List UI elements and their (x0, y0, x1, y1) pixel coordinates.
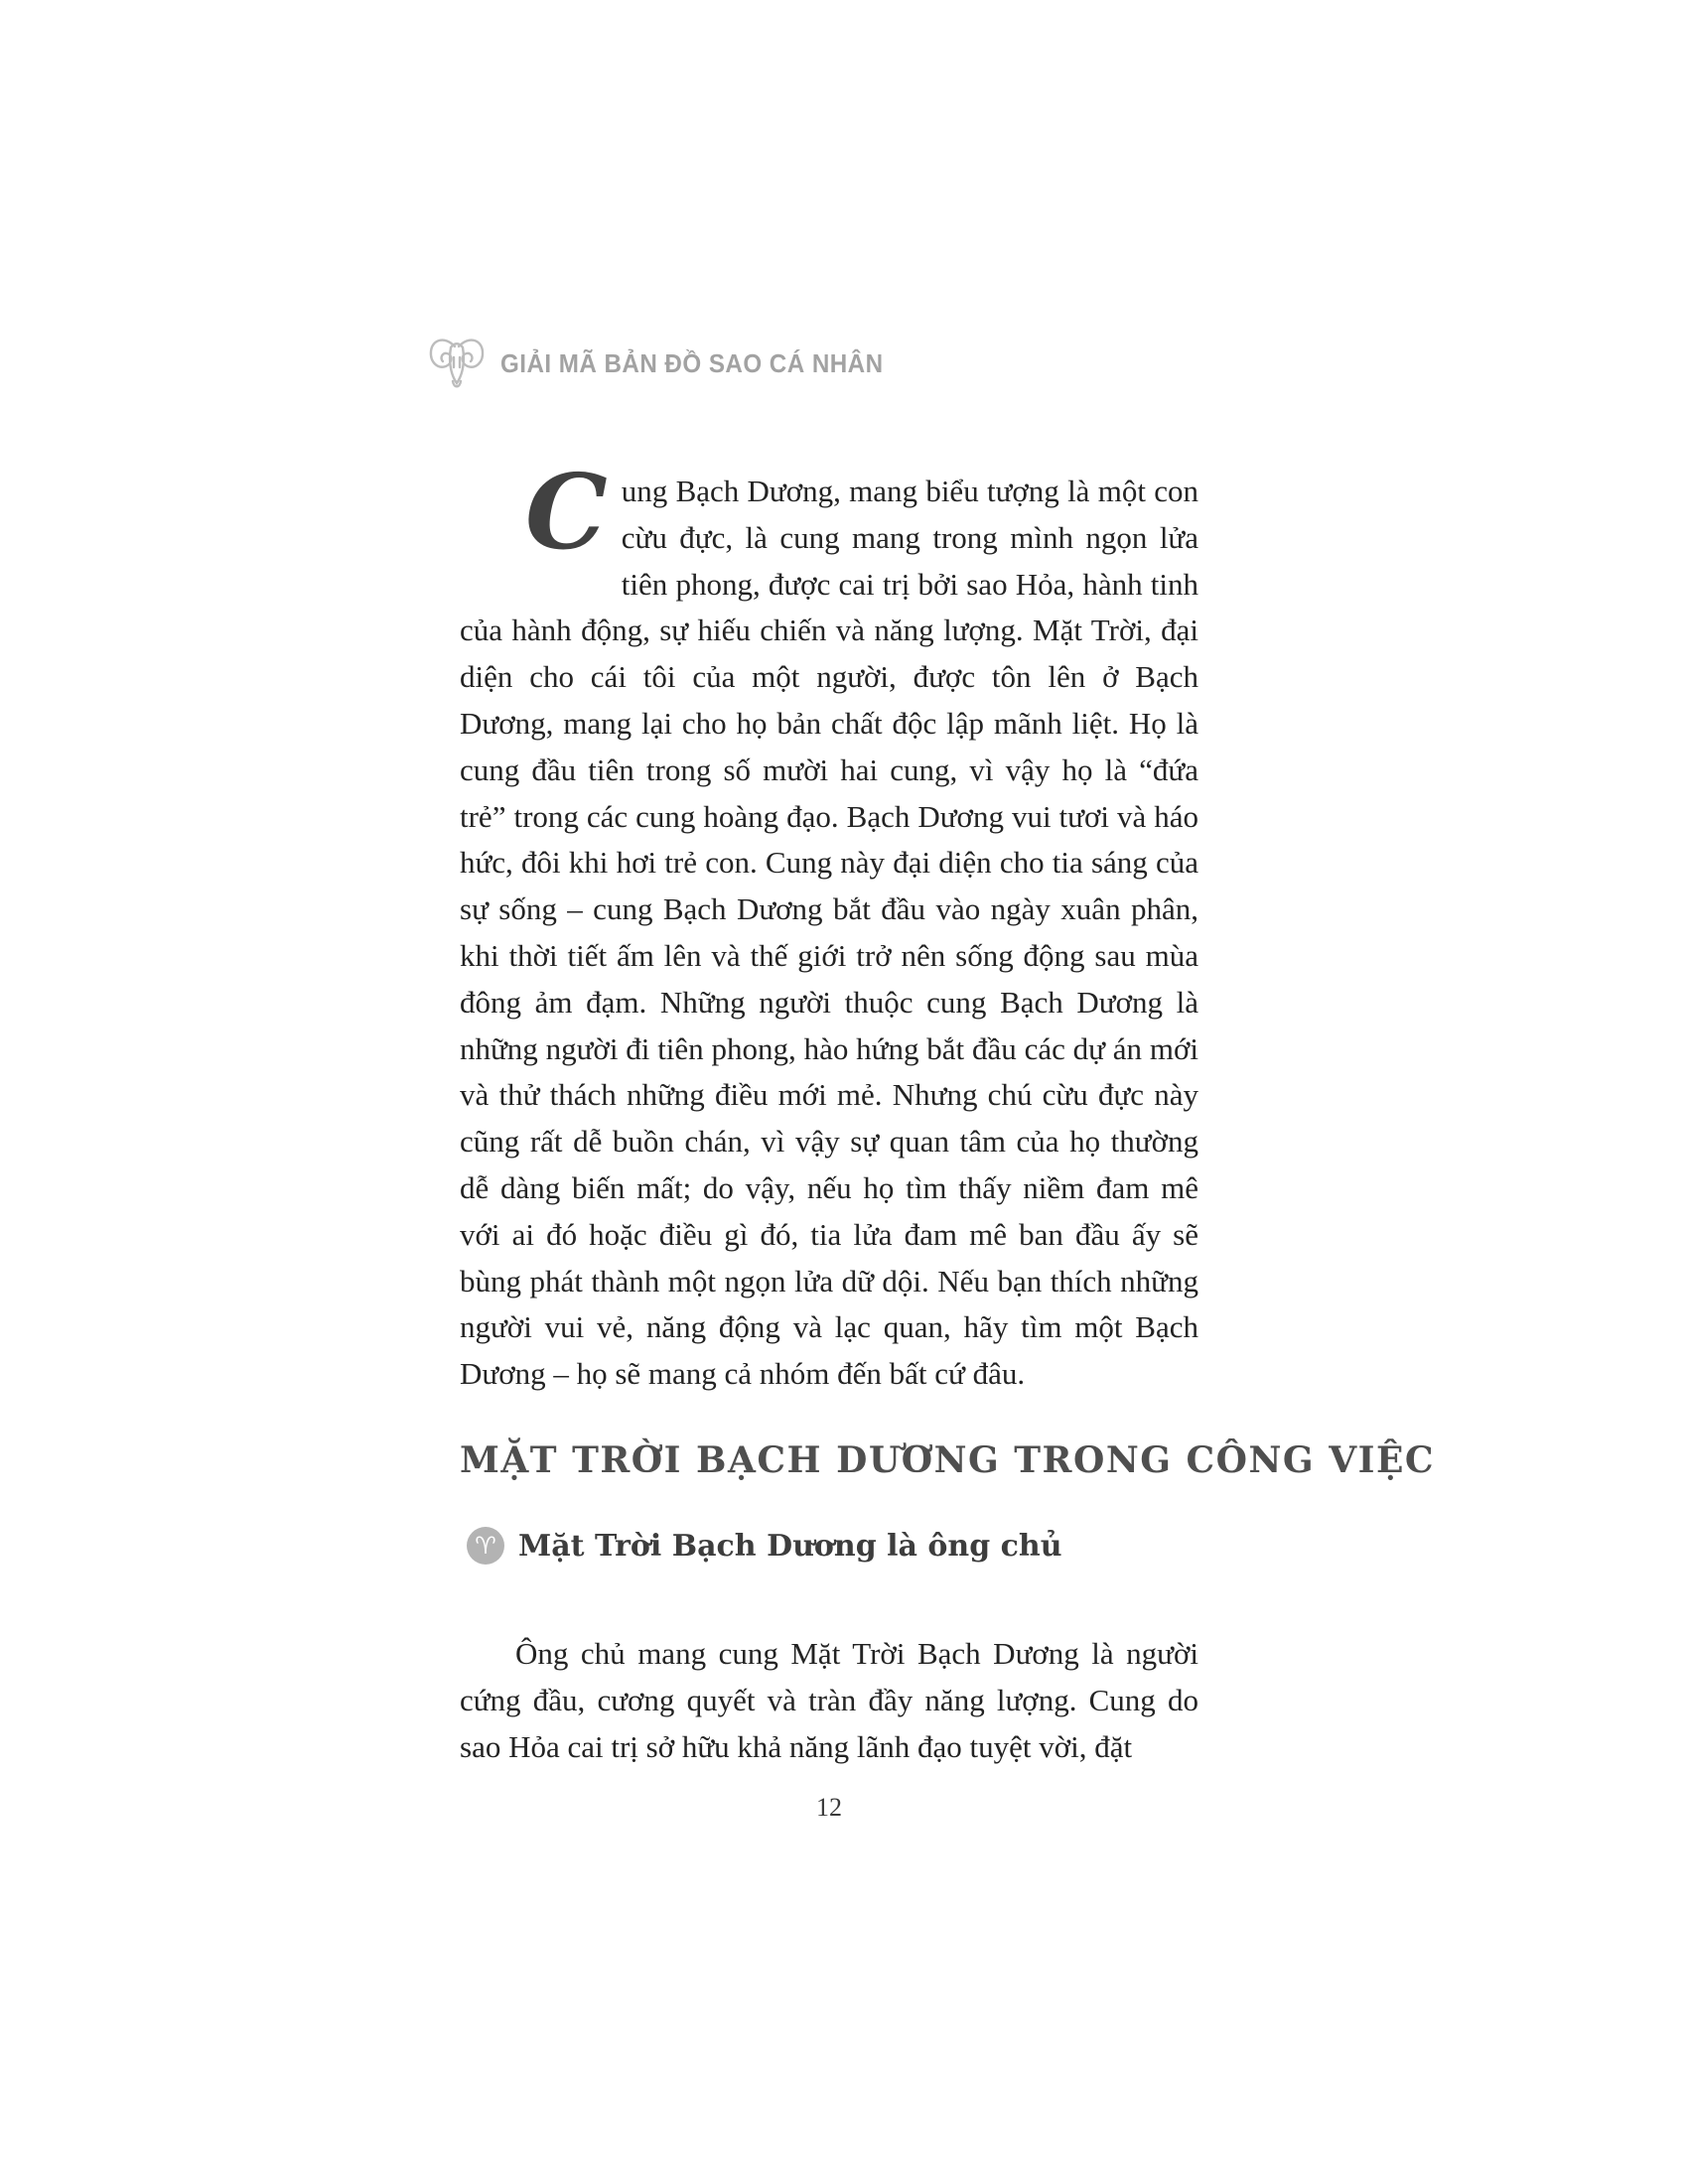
section-heading: MẶT TRỜI BẠCH DƯƠNG TRONG CÔNG VIỆC (460, 1439, 1436, 1481)
running-header (425, 334, 913, 393)
ram-head-icon (425, 334, 489, 393)
book-title: GIẢI MÃ BẢN ĐỒ SAO CÁ NHÂN (500, 347, 884, 378)
aries-symbol-icon: ♈ (467, 1527, 504, 1565)
drop-cap: C (525, 451, 608, 573)
body-paragraph: Ông chủ mang cung Mặt Trời Bạch Dương là người cứng đầu, cương quyết và tràn đầy năng lượng. Cung do sao Hỏa cai trị sở hữu khả năng lãnh đạo tuyệt vời, đặt (460, 1636, 1198, 1764)
intro-paragraph (460, 451, 1198, 1398)
page-number: 12 (816, 1793, 842, 1822)
subsection-heading (467, 1527, 1062, 1565)
intro-paragraph-text: ung Bạch Dương, mang biểu tượng là một con cừu đực, là cung mang trong mình ngọn lửa tiên phong, được cai trị bởi sao Hỏa, hành tinh của hành động, sự hiếu chiến và năng lượng. Mặt Trời, đại diện cho cái tôi của một người, được tôn lên ở Bạch Dương, mang lại cho họ bản chất độc lập mãnh liệt. Họ là cung đầu tiên trong số mười hai cung, vì vậy họ là “đứa trẻ” trong các cung hoàng đạo. Bạch Dương vui tươi và háo hức, đôi khi hơi trẻ con. Cung này đại diện cho tia sáng của sự sống – cung Bạch Dương bắt đầu vào ngày xuân phân, khi thời tiết ấm lên và thế giới trở nên sống động sau mùa đông ảm đạm. Những người thuộc cung Bạch Dương là những người đi tiên phong, hào hứng bắt đầu các dự án mới và thử thách những điều mới mẻ. Nhưng chú cừu đực này cũng rất dễ buồn chán, vì vậy sự quan tâm của họ thường dễ dàng biến mất; do vậy, nếu họ tìm thấy niềm đam mê với ai đó hoặc điều gì đó, tia lửa đam mê ban đầu ấy sẽ bùng phát thành một ngọn lửa dữ dội. Nếu bạn thích những người vui vẻ, năng động và lạc quan, hãy tìm một Bạch Dương – họ sẽ mang cả nhóm đến bất cứ đâu. (460, 474, 1198, 1392)
subsection-title: Mặt Trời Bạch Dương là ông chủ (518, 1528, 1062, 1564)
